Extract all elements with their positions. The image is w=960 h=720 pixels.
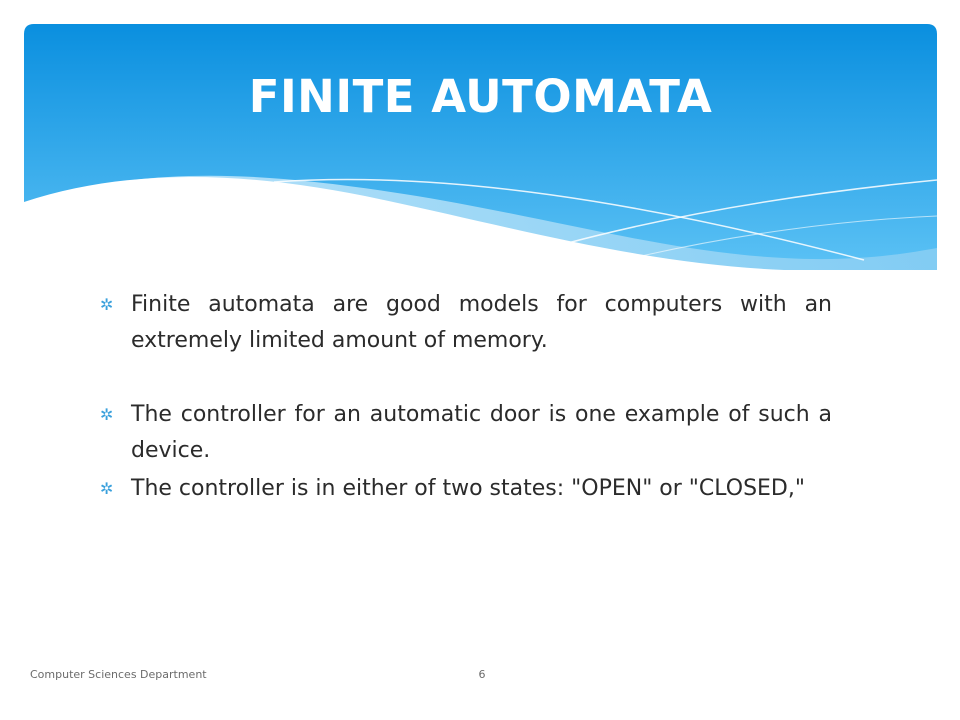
bullet-star-icon: ✲ xyxy=(100,479,114,498)
slide-title: FINITE AUTOMATA xyxy=(248,70,713,123)
bullet-text: Finite automata are good models for computers with an extremely limited amount of memory. xyxy=(131,292,832,353)
header-banner xyxy=(24,24,937,270)
bullet-item xyxy=(100,471,832,507)
bullet-item xyxy=(100,287,832,359)
bullet-text: The controller for an automatic door is one example of such a device. xyxy=(131,402,832,463)
bullet-star-icon: ✲ xyxy=(100,405,114,424)
bullet-item xyxy=(100,397,832,469)
bullet-text: The controller is in either of two states: "OPEN" or "CLOSED," xyxy=(131,476,805,501)
footer-department: Computer Sciences Department xyxy=(30,668,207,681)
bullet-star-icon: ✲ xyxy=(100,295,114,314)
bullet-list xyxy=(100,287,832,507)
footer-page-number: 6 xyxy=(478,668,486,681)
